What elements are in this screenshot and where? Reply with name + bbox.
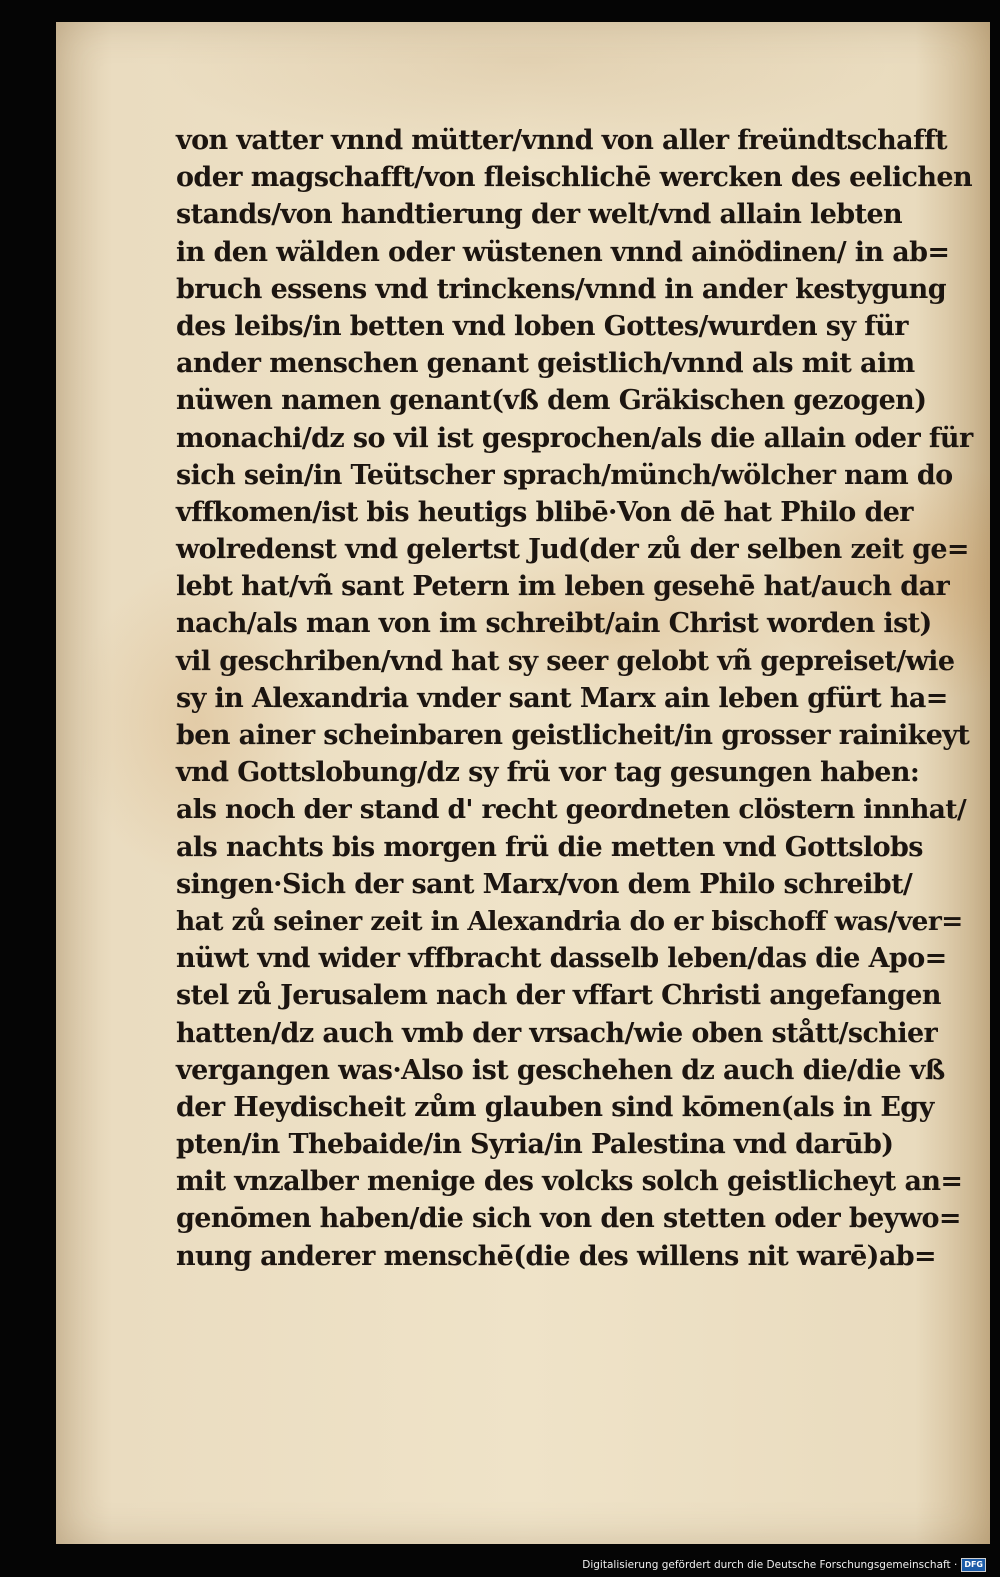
text-line: stands/von handtierung der welt/vnd allain lebten — [176, 199, 903, 231]
text-line: nüwen namen genant(vß dem Gräkischen gezogen) — [176, 385, 927, 417]
text-line: als noch der stand d' recht geordneten clöstern innhat/ — [176, 794, 967, 826]
text-line: vil geschriben/vnd hat sy seer gelobt vñ gepreiset/wie — [176, 645, 955, 677]
text-line: hat zů seiner zeit in Alexandria do er bischoff was/ver= — [176, 905, 963, 937]
text-line: des leibs/in betten vnd loben Gottes/wurden sy für — [176, 310, 908, 342]
credit-text: Digitalisierung gefördert durch die Deutsche Forschungsgemeinschaft · — [582, 1559, 958, 1571]
text-line: pten/in Thebaide/in Syria/in Palestina vnd darūb) — [176, 1129, 894, 1161]
text-line: wolredenst vnd gelertst Jud(der zů der selben zeit ge= — [176, 534, 969, 566]
text-block — [176, 122, 976, 1275]
text-line: singen·Sich der sant Marx/von dem Philo schreibt/ — [176, 868, 913, 900]
text-line: nung anderer menschē(die des willens nit warē)ab= — [176, 1240, 937, 1272]
text-line: monachi/dz so vil ist gesprochen/als die allain oder für — [176, 422, 973, 454]
digitization-credit — [582, 1555, 986, 1575]
text-line: genōmen haben/die sich von den stetten oder beywo= — [176, 1203, 961, 1235]
text-line: oder magschafft/von fleischlichē wercken des eelichen — [176, 162, 973, 194]
text-line: sich sein/in Teütscher sprach/münch/wölcher nam do — [176, 459, 953, 491]
text-line: mit vnzalber menige des volcks solch geistlicheyt an= — [176, 1166, 963, 1198]
text-line: ben ainer scheinbaren geistlicheit/in grosser rainikeyt — [176, 720, 970, 751]
dfg-logo-icon: DFG — [961, 1558, 986, 1572]
text-line: ander menschen genant geistlich/vnnd als mit aim — [176, 348, 915, 380]
text-line: von vatter vnnd mütter/vnnd von aller freündtschafft — [176, 125, 947, 156]
text-line: vergangen was·Also ist geschehen dz auch die/die vß — [176, 1054, 945, 1086]
book-page — [56, 22, 990, 1544]
text-line: stel zů Jerusalem nach der vffart Christi angefangen — [176, 980, 941, 1012]
text-line: nach/als man von im schreibt/ain Christ worden ist) — [176, 608, 932, 640]
text-line: als nachts bis morgen frü die metten vnd Gottslobs — [176, 831, 923, 863]
text-line: bruch essens vnd trinckens/vnnd in ander kestygung — [176, 273, 946, 305]
text-line: vnd Gottslobung/dz sy frü vor tag gesungen haben: — [176, 757, 920, 789]
text-line: vffkomen/ist bis heutigs blibē·Von dē hat Philo der — [176, 496, 913, 528]
text-line: hatten/dz auch vmb der vrsach/wie oben stått/schier — [176, 1017, 938, 1049]
text-line: lebt hat/vñ sant Petern im leben gesehē hat/auch dar — [176, 571, 950, 603]
text-line: nüwt vnd wider vffbracht dasselb leben/das die Apo= — [176, 943, 947, 975]
text-line: sy in Alexandria vnder sant Marx ain leben gfürt ha= — [176, 682, 948, 714]
text-line: in den wälden oder wüstenen vnnd ainödinen/ in ab= — [176, 236, 950, 268]
text-line: der Heydischeit zům glauben sind kōmen(als in Egy — [176, 1091, 934, 1123]
